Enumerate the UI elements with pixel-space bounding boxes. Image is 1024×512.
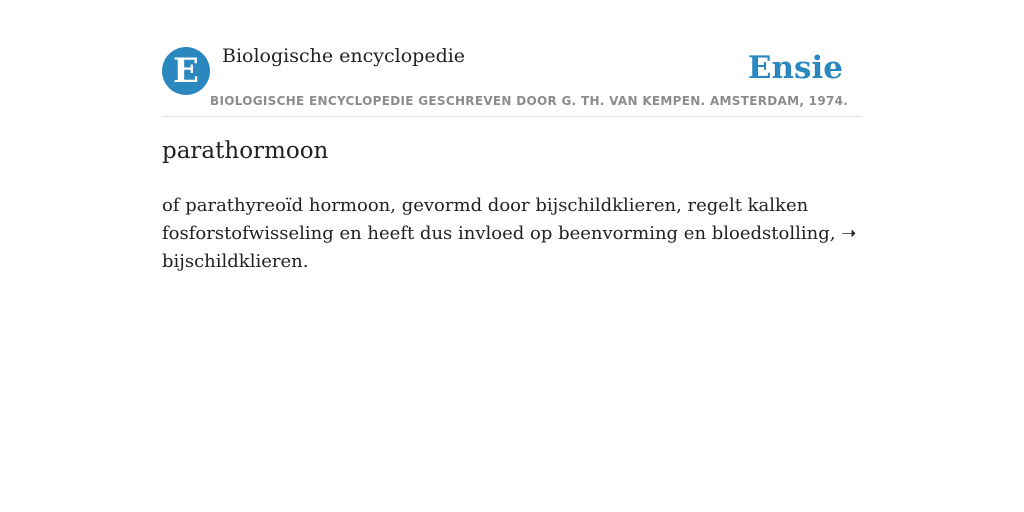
header: [162, 40, 862, 117]
site-logo[interactable]: E: [162, 47, 210, 95]
brand-logo[interactable]: Ensie: [747, 50, 843, 86]
entry-text: [162, 192, 862, 276]
entry-text-line-1: of parathyreoïd hormoon, gevormd door bijschildklieren, regelt kalken: [162, 195, 809, 216]
arrow-icon: ➝: [841, 223, 857, 244]
entry-text-line-2: fosforstofwisseling en heeft dus invloed op beenvorming en bloedstolling,: [162, 223, 836, 244]
site-subtitle: BIOLOGISCHE ENCYCLOPEDIE GESCHREVEN DOOR G. TH. VAN KEMPEN. AMSTERDAM, 1974.: [210, 94, 849, 108]
entry-title: parathormoon: [162, 138, 329, 164]
site-title[interactable]: Biologische encyclopedie: [222, 45, 466, 67]
entry-text-end: .: [302, 251, 309, 272]
cross-reference-link[interactable]: bijschildklieren: [162, 251, 303, 272]
